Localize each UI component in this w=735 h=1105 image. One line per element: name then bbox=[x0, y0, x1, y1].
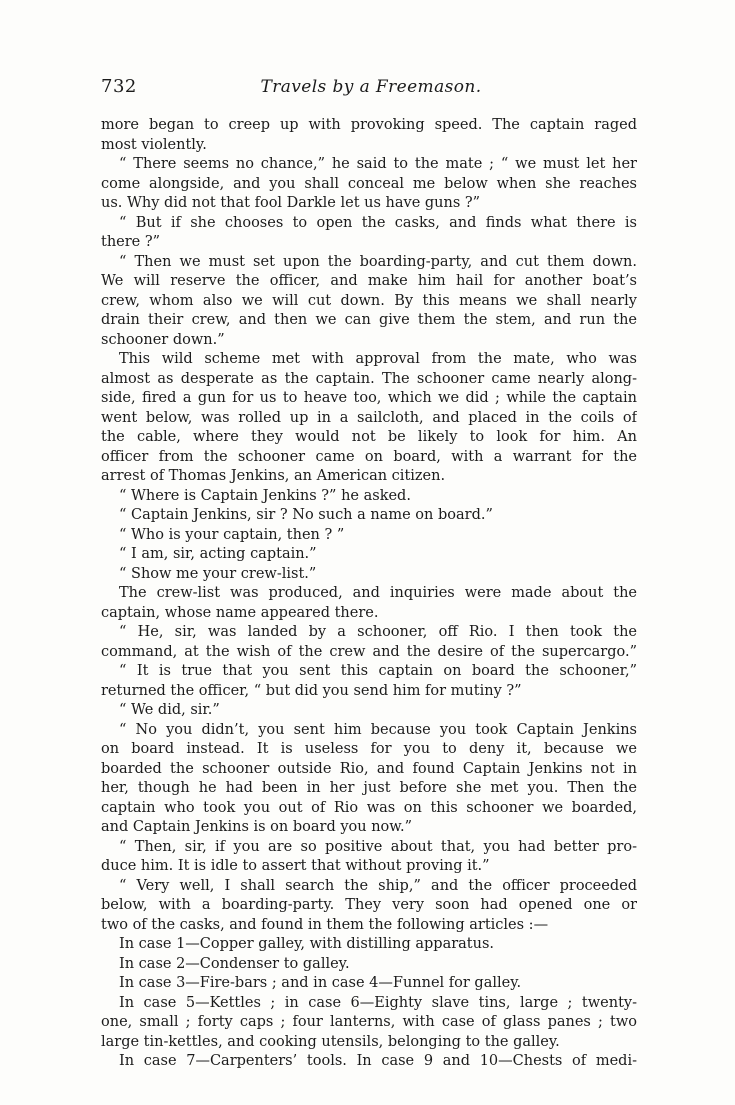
text-line: two of the casks, and found in them the following articles :— bbox=[101, 916, 549, 933]
text-line: “ No you didn’t, you sent him because you took Captain Jenkins bbox=[119, 721, 637, 738]
text-line: In case 3—Fire-bars ; and in case 4—Funnel for galley. bbox=[119, 975, 522, 991]
text-line: returned the officer, “ but did you send him for mutiny ?” bbox=[101, 682, 522, 699]
text-line: This wild scheme met with approval from the mate, who was bbox=[119, 351, 637, 367]
text-line: “ Then, sir, if you are so positive about that, you had better pro- bbox=[119, 838, 637, 855]
text-line: almost as desperate as the captain. The schooner came nearly along- bbox=[101, 370, 637, 387]
text-line: come alongside, and you shall conceal me below when she reaches bbox=[101, 175, 637, 192]
running-title: Travels by a Freemason. bbox=[260, 77, 482, 97]
text-line: on board instead. It is useless for you to deny it, because we bbox=[101, 741, 637, 757]
text-line: most violently. bbox=[101, 136, 207, 153]
text-line: In case 5—Kettles ; in case 6—Eighty slave tins, large ; twenty- bbox=[119, 994, 637, 1011]
text-line: “ It is true that you sent this captain on board the schooner,” bbox=[119, 663, 637, 679]
text-line: her, though he had been in her just before she met you. Then the bbox=[101, 780, 637, 796]
text-line: captain who took you out of Rio was on this schooner we boarded, bbox=[101, 799, 637, 816]
text-line: “ We did, sir.” bbox=[119, 702, 220, 718]
text-line: below, with a boarding-party. They very soon had opened one or bbox=[101, 897, 637, 913]
text-line: “ I am, sir, acting captain.” bbox=[119, 546, 317, 562]
text-line: “ Then we must set upon the boarding-party, and cut them down. bbox=[119, 253, 637, 270]
text-line: arrest of Thomas Jenkins, an American citizen. bbox=[101, 468, 446, 484]
text-line: the cable, where they would not be likely to look for him. An bbox=[101, 429, 637, 445]
text-line: “ Who is your captain, then ? ” bbox=[119, 526, 345, 543]
text-line: In case 2—Condenser to galley. bbox=[119, 955, 350, 972]
text-line: more began to creep up with provoking speed. The captain raged bbox=[101, 117, 637, 133]
text-line: “ He, sir, was landed by a schooner, off Rio. I then took the bbox=[119, 624, 637, 640]
text-line: drain their crew, and then we can give them the stem, and run the bbox=[101, 312, 637, 328]
text-line: there ?” bbox=[101, 234, 161, 250]
body-text bbox=[101, 116, 637, 1072]
text-line: officer from the schooner came on board, with a warrant for the bbox=[101, 448, 637, 465]
page-number: 732 bbox=[101, 76, 137, 97]
text-line: schooner down.” bbox=[101, 331, 225, 348]
text-line: captain, whose name appeared there. bbox=[101, 604, 379, 621]
text-line: “ There seems no chance,” he said to the mate ; “ we must let her bbox=[119, 156, 637, 172]
text-line: went below, was rolled up in a sailcloth, and placed in the coils of bbox=[101, 409, 637, 426]
page-header bbox=[101, 76, 641, 100]
text-line: and Captain Jenkins is on board you now.” bbox=[101, 819, 412, 835]
text-line: In case 1—Copper galley, with distilling apparatus. bbox=[119, 936, 495, 952]
text-line: “ Where is Captain Jenkins ?” he asked. bbox=[119, 487, 411, 504]
text-line: “ Show me your crew-list.” bbox=[119, 565, 317, 582]
text-line: “ But if she chooses to open the casks, and finds what there is bbox=[119, 214, 637, 231]
text-line: crew, whom also we will cut down. By this means we shall nearly bbox=[101, 292, 637, 309]
text-line: boarded the schooner outside Rio, and found Captain Jenkins not in bbox=[101, 760, 637, 777]
text-line: We will reserve the officer, and make him hail for another boat’s bbox=[101, 273, 637, 289]
text-line: The crew-list was produced, and inquiries were made about the bbox=[119, 585, 637, 601]
text-line: command, at the wish of the crew and the desire of the supercargo.” bbox=[101, 643, 637, 660]
text-line: large tin-kettles, and cooking utensils, belonging to the galley. bbox=[101, 1033, 560, 1050]
text-line: side, fired a gun for us to heave too, which we did ; while the captain bbox=[101, 390, 637, 406]
text-line: In case 7—Carpenters’ tools. In case 9 and 10—Chests of medi- bbox=[119, 1053, 637, 1069]
text-line: “ Very well, I shall search the ship,” and the officer proceeded bbox=[119, 877, 637, 894]
text-line: duce him. It is idle to assert that without proving it.” bbox=[101, 858, 490, 874]
text-line: us. Why did not that fool Darkle let us have guns ?” bbox=[101, 195, 481, 211]
text-line: “ Captain Jenkins, sir ? No such a name on board.” bbox=[119, 507, 493, 523]
text-line: one, small ; forty caps ; four lanterns, with case of glass panes ; two bbox=[101, 1014, 637, 1030]
